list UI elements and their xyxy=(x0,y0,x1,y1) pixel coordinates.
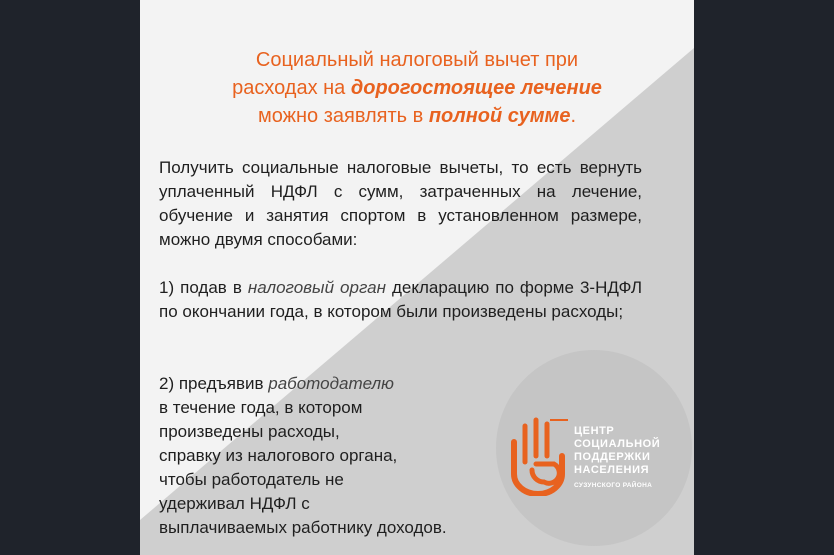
logo-text: ЦЕНТР СОЦИАЛЬНОЙ ПОДДЕРЖКИ НАСЕЛЕНИЯ СУЗУНСКОГО РАЙОНА xyxy=(574,425,660,492)
option-2-line: в течение года, в котором xyxy=(159,398,363,417)
headline: Социальный налоговый вычет при расходах на дорогостоящее лечение можно заявлять в полной сумме. xyxy=(232,49,602,127)
headline-emphasis-full-amount: полной сумме xyxy=(428,105,571,127)
hand-logo-icon xyxy=(508,416,570,496)
intro-paragraph: Получить социальные налоговые вычеты, то есть вернуть уплаченный НДФЛ с сумм, затраченных на лечение, обучение и занятия спортом в установленном размере, можно двумя способами: xyxy=(159,158,642,249)
headline-emphasis-treatment: дорогостоящее лечение xyxy=(350,77,602,99)
option-2-line: произведены расходы, xyxy=(159,422,340,441)
option-2-line: выплачиваемых работнику доходов. xyxy=(159,518,447,537)
option-2-line: справку из налогового органа, xyxy=(159,446,398,465)
headline-line1: Социальный налоговый вычет при xyxy=(255,49,579,71)
option-2-line: чтобы работодатель не xyxy=(159,470,344,489)
option-2-line: удерживал НДФЛ с xyxy=(159,494,310,513)
option-1-paragraph: 1) подав в налоговый орган декларацию по форме 3-НДФЛ по окончании года, в котором были произведены расходы; xyxy=(159,278,643,321)
tax-authority-term: налоговый орган xyxy=(247,278,386,297)
info-card xyxy=(140,0,694,555)
logo-subtitle: СУЗУНСКОГО РАЙОНА xyxy=(574,482,653,489)
employer-term: работодателю xyxy=(268,374,394,393)
option-2-paragraph: 2) предъявив работодателю в течение года, в котором произведены расходы, справку из налогового органа, чтобы работодатель не удерживал НДФЛ с выплачиваемых работнику доходов. xyxy=(159,372,519,540)
